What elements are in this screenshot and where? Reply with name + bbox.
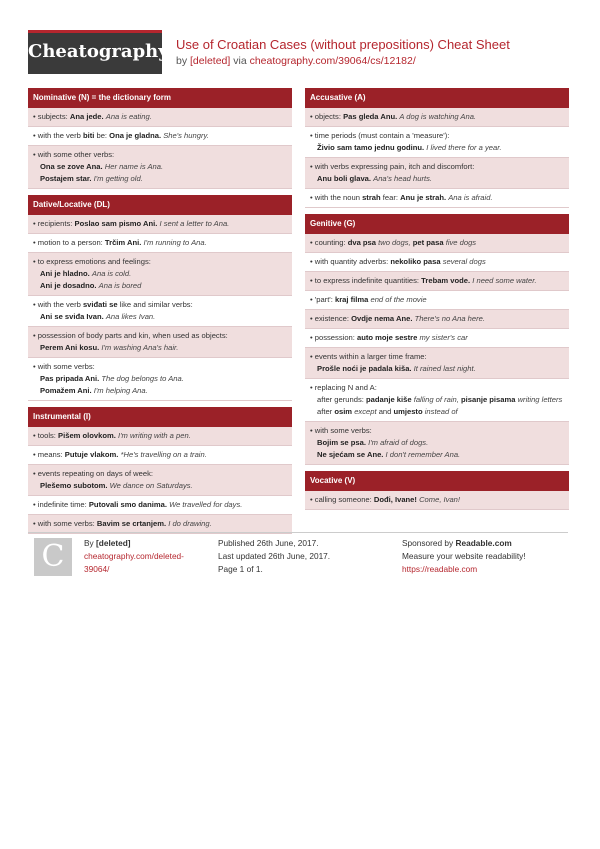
example-line: [310, 363, 565, 375]
item-line: [33, 468, 288, 480]
item-label: • events within a larger time frame:: [310, 352, 427, 361]
croatian-example: Anu je strah.: [400, 193, 447, 202]
item-label: after gerunds:: [317, 395, 364, 404]
item-line: [310, 382, 565, 394]
english-translation: I'm helping Ana.: [93, 386, 148, 395]
cheat-item: [305, 108, 569, 127]
footer-divider: [28, 532, 568, 533]
english-translation: I sent a letter to Ana.: [159, 219, 230, 228]
croatian-term: auto moje sestre: [357, 333, 418, 342]
croatian-example: Bojim se psa.: [317, 438, 366, 447]
cheat-item: [305, 329, 569, 348]
example-line: [33, 173, 288, 185]
croatian-example: Prošle noći je padala kiša.: [317, 364, 412, 373]
example-line: [310, 437, 565, 449]
english-translation: I don't remember Ana.: [385, 450, 461, 459]
footer-dates: [218, 537, 330, 576]
english-translation: Ana likes Ivan.: [105, 312, 156, 321]
updated-date: Last updated 26th June, 2017.: [218, 551, 331, 561]
item-line: [310, 332, 565, 344]
author-avatar: C: [34, 538, 72, 576]
section-header: Instrumental (I): [28, 407, 292, 427]
item-label: • with the verb: [33, 131, 81, 140]
example-line: [33, 311, 288, 323]
english-translation: *He's travelling on a train.: [120, 450, 207, 459]
item-label: be:: [96, 131, 108, 140]
croatian-example: Pomažem Ani.: [40, 386, 92, 395]
cheat-item: [305, 491, 569, 510]
english-translation: instead of: [424, 407, 458, 416]
cheat-item: [28, 234, 292, 253]
item-label: • possession of body parts and kin, when used as objects:: [33, 331, 228, 340]
english-translation: I'm afraid of dogs.: [368, 438, 429, 447]
english-translation: Ana is cold.: [91, 269, 132, 278]
example-line: [33, 342, 288, 354]
sheet-url-link[interactable]: cheatography.com/39064/cs/12182/: [249, 55, 416, 67]
sponsor-url[interactable]: https://readable.com: [402, 564, 478, 574]
item-label: • indefinite time:: [33, 500, 87, 509]
item-label: • counting:: [310, 238, 346, 247]
croatian-example: Ani se sviđa Ivan.: [40, 312, 104, 321]
item-label: • with some verbs:: [310, 426, 372, 435]
cheat-item: [305, 158, 569, 189]
vocative-section: [305, 471, 569, 510]
cheat-item: [28, 127, 292, 146]
footer-author-url[interactable]: cheatography.com/deleted-39064/: [84, 551, 184, 574]
accusative-section: [305, 88, 569, 208]
croatian-example: Plešemo subotom.: [40, 481, 108, 490]
item-label: after: [317, 407, 333, 416]
croatian-term: dva psa: [347, 238, 376, 247]
english-translation: We dance on Saturdays.: [109, 481, 193, 490]
croatian-term: kraj filma: [335, 295, 369, 304]
cheat-item: [305, 348, 569, 379]
cheat-item: [305, 189, 569, 208]
english-translation: several dogs: [442, 257, 486, 266]
item-line: [310, 130, 565, 142]
nominative-section: [28, 88, 292, 189]
item-label: • to express emotions and feelings:: [33, 257, 151, 266]
example-line: [33, 480, 288, 492]
example-line: [33, 385, 288, 397]
item-line: [33, 330, 288, 342]
item-label: • subjects:: [33, 112, 68, 121]
section-header: Accusative (A): [305, 88, 569, 108]
english-translation: I lived there for a year.: [426, 143, 502, 152]
cheat-item: [305, 234, 569, 253]
croatian-term: Ana jede.: [69, 112, 104, 121]
item-line: [310, 425, 565, 437]
item-label: • calling someone:: [310, 495, 372, 504]
example-line: [310, 142, 565, 154]
croatian-example: Ona je gladna.: [109, 131, 162, 140]
item-label: • possession:: [310, 333, 355, 342]
item-line: [33, 499, 288, 511]
cheat-item: [305, 253, 569, 272]
item-label: • recipients:: [33, 219, 73, 228]
english-translation: Her name is Ana.: [104, 162, 164, 171]
item-line: [310, 237, 565, 249]
item-line: [33, 361, 288, 373]
item-line: [33, 430, 288, 442]
english-translation: There's no Ana here.: [414, 314, 485, 323]
cheat-item: [305, 310, 569, 329]
byline: [176, 55, 416, 67]
cheat-item: [305, 127, 569, 158]
genitive-section: [305, 214, 569, 465]
croatian-example: Ona se zove Ana.: [40, 162, 103, 171]
english-translation: writing letters: [517, 395, 563, 404]
english-translation: I'm getting old.: [93, 174, 143, 183]
item-line: [310, 256, 565, 268]
item-label: and: [378, 407, 392, 416]
right-column: [305, 88, 569, 516]
item-line: [310, 275, 565, 287]
item-label: • with some verbs:: [33, 362, 95, 371]
page-number: Page 1 of 1.: [218, 564, 263, 574]
example-line: [33, 268, 288, 280]
item-line: [33, 449, 288, 461]
item-label: • tools:: [33, 431, 56, 440]
by-label: by: [176, 55, 188, 67]
item-line: [310, 313, 565, 325]
cheat-item: [305, 379, 569, 422]
croatian-term: Trčim Ani.: [104, 238, 142, 247]
example-line: [33, 161, 288, 173]
english-translation: two dogs,: [378, 238, 411, 247]
item-line: [33, 299, 288, 311]
example-line: [33, 373, 288, 385]
cheat-item: [28, 296, 292, 327]
english-translation: my sister's car: [419, 333, 468, 342]
via-label: via: [233, 55, 247, 67]
english-translation: I'm writing with a pen.: [118, 431, 191, 440]
cheat-item: [305, 422, 569, 465]
item-label: • with the verb: [33, 300, 81, 309]
croatian-term: Trebam vode.: [421, 276, 471, 285]
cheatography-logo[interactable]: Cheatography: [28, 30, 162, 74]
footer-author: [84, 537, 194, 576]
item-label: • with quantity adverbs:: [310, 257, 389, 266]
english-translation: falling of rain,: [413, 395, 459, 404]
page-title: Use of Croatian Cases (without prepositions) Cheat Sheet: [176, 37, 510, 52]
cheat-item: [305, 291, 569, 310]
example-line: [310, 394, 565, 406]
section-header: Nominative (N) = the dictionary form: [28, 88, 292, 108]
english-translation: I need some water.: [472, 276, 537, 285]
cheat-item: [28, 215, 292, 234]
section-header: Dative/Locative (DL): [28, 195, 292, 215]
croatian-term: sviđati se: [82, 300, 118, 309]
published-date: Published 26th June, 2017.: [218, 538, 319, 548]
example-line: [33, 280, 288, 292]
item-label: • existence:: [310, 314, 349, 323]
croatian-term: Putovali smo danima.: [88, 500, 167, 509]
croatian-example: pet pasa: [412, 238, 444, 247]
cheat-item: [28, 358, 292, 401]
croatian-example: Ani je dosadno.: [40, 281, 97, 290]
english-translation: Come, Ivan!: [419, 495, 461, 504]
sponsor-name[interactable]: Readable.com: [455, 538, 512, 548]
english-translation: Ana is bored: [98, 281, 142, 290]
footer-by-label: By: [84, 538, 94, 548]
cheat-item: [28, 253, 292, 296]
sponsor-text: Measure your website readability!: [402, 551, 526, 561]
cheat-item: [28, 496, 292, 515]
croatian-term: Putuje vlakom.: [64, 450, 119, 459]
english-translation: end of the movie: [370, 295, 427, 304]
croatian-term: Pas gleda Anu.: [343, 112, 398, 121]
item-label: • time periods (must contain a 'measure'):: [310, 131, 450, 140]
footer-sponsor: [402, 537, 526, 576]
cheat-item: [28, 446, 292, 465]
english-translation: I do drawing.: [168, 519, 212, 528]
item-label: • means:: [33, 450, 63, 459]
example-line: [310, 449, 565, 461]
croatian-term: nekoliko pasa: [390, 257, 441, 266]
cheat-item: [28, 327, 292, 358]
croatian-example: Živio sam tamo jednu godinu.: [317, 143, 425, 152]
item-line: [310, 111, 565, 123]
croatian-term: Bavim se crtanjem.: [96, 519, 167, 528]
croatian-example: pisanje pisama: [461, 395, 516, 404]
english-translation: Ana's head hurts.: [373, 174, 433, 183]
croatian-term: biti: [82, 131, 95, 140]
english-translation: five dogs: [445, 238, 477, 247]
item-label: • motion to a person:: [33, 238, 103, 247]
item-label: like and similar verbs:: [119, 300, 193, 309]
english-translation: She's hungry.: [163, 131, 209, 140]
croatian-example: osim: [334, 407, 353, 416]
item-label: • with some other verbs:: [33, 150, 115, 159]
item-label: • with the noun: [310, 193, 360, 202]
croatian-example: Perem Ani kosu.: [40, 343, 100, 352]
item-label: • 'part':: [310, 295, 333, 304]
item-line: [310, 351, 565, 363]
item-label: • with some verbs:: [33, 519, 95, 528]
english-translation: Ana is eating.: [105, 112, 152, 121]
croatian-term: Dođi, Ivane!: [373, 495, 417, 504]
item-line: [33, 218, 288, 230]
english-translation: except: [354, 407, 377, 416]
cheat-item: [28, 108, 292, 127]
footer-author-name[interactable]: [deleted]: [96, 538, 131, 548]
example-line: [310, 406, 565, 418]
item-line: [33, 518, 288, 530]
croatian-example: Ne sjećam se Ane.: [317, 450, 384, 459]
author-link[interactable]: [deleted]: [190, 55, 231, 67]
croatian-example: padanje kiše: [365, 395, 412, 404]
english-translation: I'm running to Ana.: [143, 238, 207, 247]
dative-section: [28, 195, 292, 401]
item-line: [310, 161, 565, 173]
item-label: • replacing N and A:: [310, 383, 377, 392]
item-line: [33, 149, 288, 161]
section-header: Vocative (V): [305, 471, 569, 491]
croatian-example: Postajem star.: [40, 174, 92, 183]
croatian-term: Poslao sam pismo Ani.: [74, 219, 158, 228]
cheat-item: [28, 427, 292, 446]
croatian-example: Anu boli glava.: [317, 174, 372, 183]
item-line: [33, 237, 288, 249]
croatian-example: Ani je hladno.: [40, 269, 90, 278]
section-header: Genitive (G): [305, 214, 569, 234]
item-label: • to express indefinite quantities:: [310, 276, 420, 285]
croatian-term: Ovdje nema Ane.: [351, 314, 413, 323]
croatian-term: Pišem olovkom.: [58, 431, 116, 440]
item-line: [310, 192, 565, 204]
cheat-item: [28, 146, 292, 189]
english-translation: It rained last night.: [413, 364, 476, 373]
item-line: [310, 494, 565, 506]
english-translation: A dog is watching Ana.: [399, 112, 477, 121]
item-line: [33, 111, 288, 123]
english-translation: We travelled for days.: [169, 500, 243, 509]
sponsor-label: Sponsored by: [402, 538, 454, 548]
instrumental-section: [28, 407, 292, 534]
item-label: • with verbs expressing pain, itch and discomfort:: [310, 162, 475, 171]
croatian-term: strah: [362, 193, 381, 202]
cheat-item: [305, 272, 569, 291]
left-column: [28, 88, 292, 540]
item-line: [33, 256, 288, 268]
example-line: [310, 173, 565, 185]
cheat-item: [28, 465, 292, 496]
item-label: • objects:: [310, 112, 341, 121]
item-line: [310, 294, 565, 306]
english-translation: Ana is afraid.: [448, 193, 493, 202]
english-translation: The dog belongs to Ana.: [101, 374, 184, 383]
item-label: • events repeating on days of week:: [33, 469, 154, 478]
english-translation: I'm washing Ana's hair.: [101, 343, 179, 352]
item-line: [33, 130, 288, 142]
croatian-example: Pas pripada Ani.: [40, 374, 100, 383]
croatian-example: umjesto: [393, 407, 423, 416]
item-label: fear:: [382, 193, 398, 202]
